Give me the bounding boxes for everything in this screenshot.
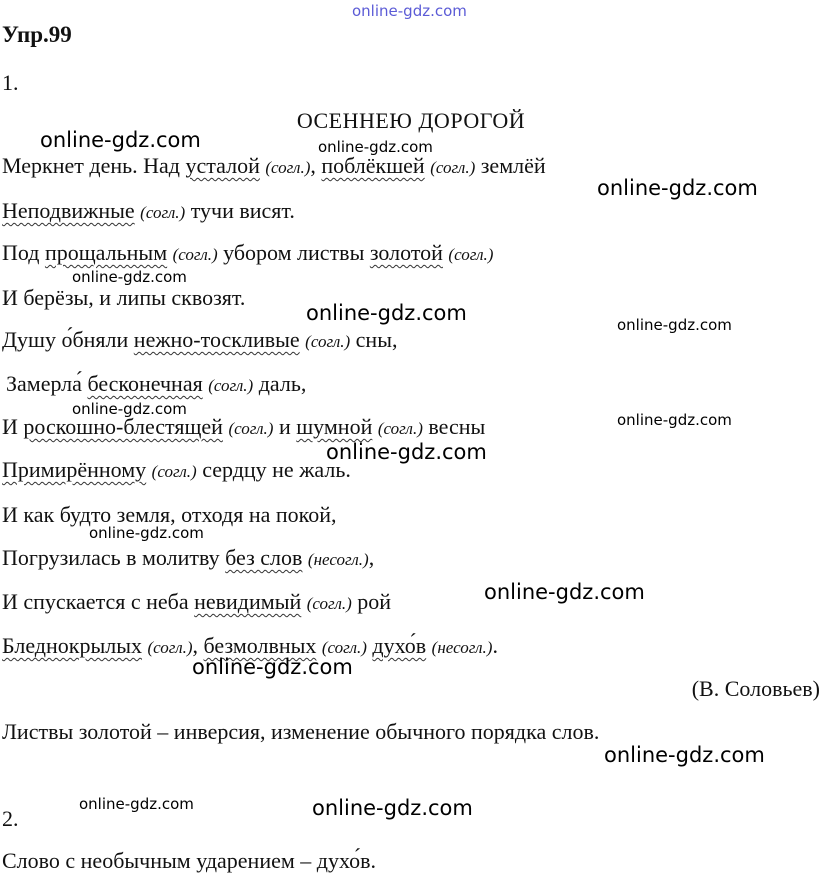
poem-line-11: И спускается с неба невидимый (согл.) рой <box>2 589 392 614</box>
poem-line-7: И роскошно-блестящей (согл.) и шумной (согл.) весны <box>2 414 486 439</box>
poem-line-2: Неподвижные (согл.) тучи висят. <box>2 198 295 223</box>
poem-line-9: И как будто земля, отходя на покой, <box>2 502 337 527</box>
poem-line-6: Замерла́ бесконечная (согл.) даль, <box>6 371 307 396</box>
poem-line-5: Душу о́бняли нежно-тоскливые (согл.) сны, <box>2 327 398 352</box>
watermark: online-gdz.com <box>79 795 194 813</box>
part1-number: 1. <box>2 70 19 95</box>
poem-line-8: Примирённому (согл.) сердцу не жаль. <box>2 457 351 482</box>
watermark: online-gdz.com <box>484 580 645 604</box>
inversion-note: Листвы золотой – инверсия, изменение обычного порядка слов. <box>2 719 600 744</box>
watermark: online-gdz.com <box>617 316 732 334</box>
poem-title: ОСЕННЕЮ ДОРОГОЙ <box>296 108 526 133</box>
watermark: online-gdz.com <box>40 128 201 152</box>
stress-note: Слово с необычным ударением – духо́в. <box>2 848 377 873</box>
poem-line-1: Меркнет день. Над усталой (согл.), поблёкшей (согл.) землёй <box>2 153 546 178</box>
watermark: online-gdz.com <box>617 411 732 429</box>
part2-number: 2. <box>2 806 19 831</box>
watermark: online-gdz.com <box>89 524 204 542</box>
poem-line-10: Погрузилась в молитву без слов (несогл.), <box>2 545 375 570</box>
watermark: online-gdz.com <box>72 268 187 286</box>
watermark: online-gdz.com <box>306 301 467 325</box>
watermark: online-gdz.com <box>326 440 487 464</box>
watermark: online-gdz.com <box>318 138 433 156</box>
watermark: online-gdz.com <box>604 743 765 767</box>
poem-line-4: И берёзы, и липы сквозят. <box>2 285 246 310</box>
watermark: online-gdz.com <box>192 655 353 679</box>
watermark: online-gdz.com <box>597 176 758 200</box>
watermark: online-gdz.com <box>312 796 473 820</box>
poem-line-12: Бледнокрылых (согл.), безмолвных (согл.) духо́в (несогл.). <box>2 633 498 658</box>
watermark: online-gdz.com <box>352 2 467 20</box>
poem-author: (В. Соловьев) <box>691 676 820 701</box>
exercise-title: Упр.99 <box>2 22 72 47</box>
watermark: online-gdz.com <box>72 400 187 418</box>
poem-line-3: Под прощальным (согл.) убором листвы золотой (согл.) <box>2 240 494 265</box>
